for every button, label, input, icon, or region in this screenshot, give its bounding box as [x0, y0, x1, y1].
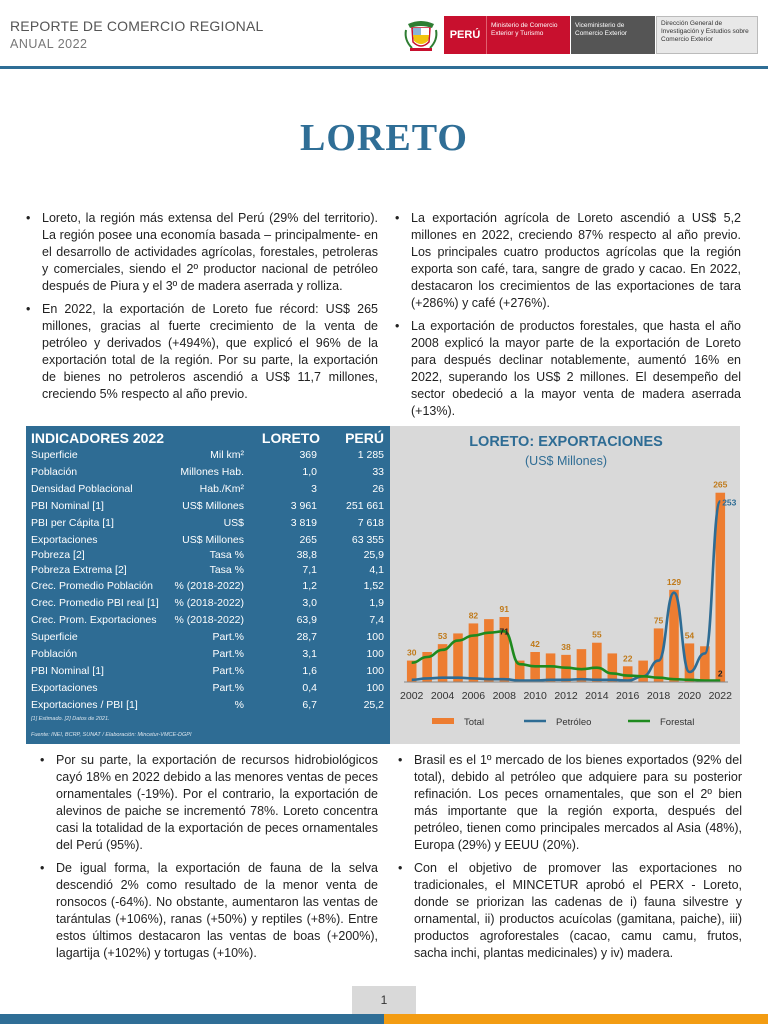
indicator-country-value: 7 618 [357, 517, 384, 529]
indicator-row [26, 680, 390, 697]
indicator-unit: Hab./Km² [199, 483, 244, 495]
indicator-country-value: 1 285 [357, 449, 384, 461]
indicator-unit: US$ Millones [182, 500, 244, 512]
indicator-region-value: 28,7 [296, 631, 317, 643]
indicator-country-value: 100 [366, 648, 384, 660]
indicators-title: INDICADORES 2022 [31, 430, 165, 446]
indicators-source: Fuente: INEI, BCRP, SUNAT / Elaboración: Mincetur-VMCE-DGPI [31, 732, 192, 738]
chart-bar-total [469, 623, 479, 682]
indicator-row [26, 595, 390, 612]
indicator-country-value: 63 355 [351, 534, 384, 546]
chart-bar-total [577, 649, 587, 682]
page-header [0, 0, 768, 68]
paragraph: • La exportación agrícola de Loreto ascendió a US$ 5,2 millones en 2022, creciendo 87% respecto al año previo. Los principales cuatro productos agrícolas que la región exporta son café, tara, sangre de grado y cacao. En 2022, destacaron los crecimientos de las exportaciones de tara (+286%) y café (+276%). [393, 210, 741, 312]
indicators-table [26, 426, 390, 744]
indicator-row [26, 612, 390, 629]
indicator-unit: Mil km² [210, 449, 244, 461]
indicator-country-value: 251 661 [346, 500, 384, 512]
chart-x-tick-label: 2012 [554, 690, 578, 702]
indicator-unit: % [234, 699, 244, 711]
indicator-name: Superficie [31, 631, 78, 643]
indicator-country-value: 1,52 [363, 580, 384, 592]
legend-swatch-total [432, 718, 454, 724]
indicator-name: Pobreza [2] [31, 549, 85, 561]
column-left-bottom [38, 752, 378, 968]
page-title: LORETO [300, 117, 468, 159]
chart-data-label: 71 [499, 626, 510, 637]
indicator-region-value: 3 [311, 483, 317, 495]
indicator-region-value: 0,4 [302, 682, 317, 694]
indicator-name: Crec. Promedio Población [31, 580, 153, 592]
chart-x-tick-label: 2016 [616, 690, 640, 702]
indicator-unit: % (2018-2022) [174, 580, 244, 592]
header-divider [0, 66, 768, 69]
legend-label: Total [464, 717, 485, 728]
viceministry-logo: Viceministerio de Comercio Exterior [571, 16, 655, 54]
indicator-country-value: 1,9 [369, 597, 384, 609]
indicator-country-value: 25,9 [363, 549, 384, 561]
indicator-unit: % (2018-2022) [174, 614, 244, 626]
indicator-row [26, 562, 390, 579]
indicator-row [26, 481, 390, 498]
chart-x-tick-label: 2014 [585, 690, 609, 702]
indicator-region-value: 265 [299, 534, 317, 546]
chart-bar-total [592, 643, 602, 682]
indicator-unit: % (2018-2022) [174, 597, 244, 609]
direction-logo: Dirección General de Investigación y Estudios sobre Comercio Exterior [656, 16, 758, 54]
indicator-country-value: 7,4 [369, 614, 384, 626]
indicator-name: PBI per Cápita [1] [31, 517, 114, 529]
indicators-header [26, 428, 390, 448]
chart-subtitle: (US$ Millones) [525, 454, 607, 468]
indicators-col-country: PERÚ [345, 430, 384, 446]
footer-bar-blue [0, 1014, 384, 1024]
ministry-logo: Ministerio de Comercio Exterior y Turismo [486, 16, 570, 54]
chart-x-tick-label: 2004 [430, 690, 455, 702]
indicator-row [26, 447, 390, 464]
indicator-row [26, 578, 390, 595]
indicator-region-value: 3,1 [302, 648, 317, 660]
indicator-unit: Part.% [212, 631, 244, 643]
chart-x-tick-label: 2006 [461, 690, 486, 702]
chart-data-label: 54 [684, 630, 695, 641]
indicator-unit: Part.% [212, 682, 244, 694]
indicator-unit: Tasa % [209, 564, 244, 576]
indicator-region-value: 1,2 [302, 580, 317, 592]
chart-data-label: 30 [406, 647, 417, 658]
indicator-unit: Part.% [212, 648, 244, 660]
indicator-country-value: 100 [366, 665, 384, 677]
indicator-country-value: 4,1 [369, 564, 384, 576]
chart-bar-total [484, 619, 494, 682]
indicator-row [26, 646, 390, 663]
chart-data-label: 253 [722, 497, 737, 508]
chart-data-label: 129 [666, 576, 682, 587]
chart-data-label: 53 [437, 631, 448, 642]
indicator-country-value: 100 [366, 682, 384, 694]
indicator-country-value: 33 [372, 466, 384, 478]
chart-data-label: 55 [592, 629, 602, 640]
indicator-region-value: 63,9 [296, 614, 317, 626]
indicators-col-region: LORETO [261, 430, 320, 446]
chart-data-label: 38 [561, 641, 571, 652]
indicator-name: Pobreza Extrema [2] [31, 564, 127, 576]
paragraph: • Por su parte, la exportación de recursos hidrobiológicos cayó 18% en 2022 debido a las menores ventas de peces ornamentales (-19%). Por el contrario, la exportación de alevinos de paiche se incrementó 78%. Loreto concentra casi la totalidad de la exportación de peces ornamentales del Perú (95%). [38, 752, 378, 854]
chart-x-tick-label: 2018 [646, 690, 671, 702]
legend-label: Forestal [660, 717, 695, 728]
indicator-row [26, 697, 390, 714]
column-left-top [24, 210, 378, 409]
chart-data-label: 42 [530, 639, 540, 649]
indicator-region-value: 38,8 [296, 549, 317, 561]
indicator-name: Población [31, 466, 78, 478]
indicator-name: PBI Nominal [1] [31, 500, 104, 512]
indicator-name: Exportaciones [31, 682, 98, 694]
indicator-name: Exportaciones / PBI [1] [31, 699, 138, 711]
government-logos [402, 16, 758, 54]
indicator-region-value: 1,0 [302, 466, 317, 478]
paragraph: • Brasil es el 1º mercado de los bienes exportados (92% del total), debido al petróleo que adquiere para su posterior refinación. Los peces ornamentales, que son el 2º bien más importante que la región exporta, después del petróleo, tienen como principales mercados al Asia (48%), Europa (29%) y EEUU (20%). [396, 752, 742, 854]
page-number: 1 [352, 986, 416, 1014]
report-year: ANUAL 2022 [10, 37, 88, 51]
paragraph: • Con el objetivo de promover las exportaciones no tradicionales, el MINCETUR aprobó el PERX - Loreto, donde se priorizan las cadenas de i) fauna silvestre y ornamental, ii) productos acuícolas (gamitana, paiche), iii) productos agroforestales (cacao, camu camu, frutos, sacha inchi, plantas medicinales) y iv) madera. [396, 860, 742, 962]
chart-data-label: 265 [713, 479, 728, 490]
indicator-row [26, 464, 390, 481]
indicator-name: Superficie [31, 449, 78, 461]
indicator-region-value: 3 819 [290, 517, 317, 529]
chart-data-label: 75 [653, 615, 664, 626]
indicators-footnote: [1] Estimado. [2] Datos de 2021. [31, 716, 110, 722]
coat-of-arms-icon [402, 16, 440, 54]
indicator-region-value: 1,6 [302, 665, 317, 677]
legend-label: Petróleo [556, 717, 592, 728]
indicator-row [26, 663, 390, 680]
chart-x-tick-label: 2022 [708, 690, 732, 702]
paragraph: • Loreto, la región más extensa del Perú (29% del territorio). La región posee una economía basada – principalmente- en el desarrollo de actividades agrícolas, forestales, petroleras y comerciales, siendo el 2º productor nacional de petróleo después de Piura y el 3º de madera aserrada y rolliza. [24, 210, 378, 295]
indicator-country-value: 26 [372, 483, 384, 495]
chart-title: LORETO: EXPORTACIONES [469, 434, 663, 450]
indicator-country-value: 25,2 [363, 699, 384, 711]
chart-data-label: 91 [499, 604, 510, 614]
indicator-region-value: 3,0 [302, 597, 317, 609]
chart-data-label: 82 [468, 610, 479, 621]
indicator-country-value: 100 [366, 631, 384, 643]
indicator-region-value: 6,7 [302, 699, 317, 711]
exports-chart [390, 426, 740, 744]
indicator-row [26, 629, 390, 646]
paragraph: • La exportación de productos forestales, que hasta el año 2008 explicó la mayor parte de la exportación de Loreto para después declinar notablemente, aumentó 16% en 2022, superando los US$ 2 millones. El desempeño del sector obedeció a la mayor venta de madera aserrada (+13%). [393, 318, 741, 420]
exports-chart-svg [390, 426, 740, 744]
indicator-name: PBI Nominal [1] [31, 665, 104, 677]
indicator-name: Población [31, 648, 78, 660]
chart-x-tick-label: 2010 [523, 690, 547, 702]
indicator-name: Crec. Promedio PBI real [1] [31, 597, 159, 609]
chart-bar-total [638, 661, 648, 682]
paragraph: • De igual forma, la exportación de fauna de la selva descendió 2% como resultado de la menor venta de ronsocos (-64%). No obstante, aumentaron las ventas de tarántulas (+106%), ranas (+50%) y reptiles (+8%). Entre estos últimos destacaron las ventas de boas (+200%), lagartija (+102%) y tortugas (+10%). [38, 860, 378, 962]
indicator-name: Densidad Poblacional [31, 483, 133, 495]
chart-x-tick-label: 2008 [492, 690, 516, 702]
indicator-unit: US$ Millones [182, 534, 244, 546]
chart-data-label: 22 [622, 653, 633, 664]
chart-bar-total [608, 653, 618, 682]
paragraph: • En 2022, la exportación de Loreto fue récord: US$ 265 millones, gracias al fuerte crecimiento de la venta de petróleo y derivados (+494%), que explicó el 96% de la exportación total de la región. Por su parte, la exportación de bienes no petroleros ascendió a US$ 11,7 millones, creciendo 5% respecto al año previo. [24, 301, 378, 403]
chart-x-tick-label: 2020 [677, 690, 702, 702]
report-title: REPORTE DE COMERCIO REGIONAL [10, 18, 264, 34]
indicator-region-value: 369 [299, 449, 317, 461]
indicator-name: Crec. Prom. Exportaciones [31, 614, 157, 626]
indicator-region-value: 3 961 [290, 500, 317, 512]
indicator-name: Exportaciones [31, 534, 98, 546]
indicator-unit: Tasa % [209, 549, 244, 561]
peru-logo: PERÚ [444, 16, 486, 54]
chart-x-tick-label: 2002 [400, 690, 424, 702]
indicator-unit: US$ [223, 517, 244, 529]
indicator-region-value: 7,1 [302, 564, 317, 576]
chart-data-label: 2 [717, 668, 723, 679]
column-right-bottom [396, 752, 742, 968]
indicator-row [26, 498, 390, 515]
chart-bar-total [700, 646, 710, 682]
footer-bar-orange [384, 1014, 768, 1024]
column-right-top [393, 210, 741, 426]
indicator-unit: Part.% [212, 665, 244, 677]
indicator-unit: Millones Hab. [180, 466, 244, 478]
indicator-row [26, 515, 390, 532]
